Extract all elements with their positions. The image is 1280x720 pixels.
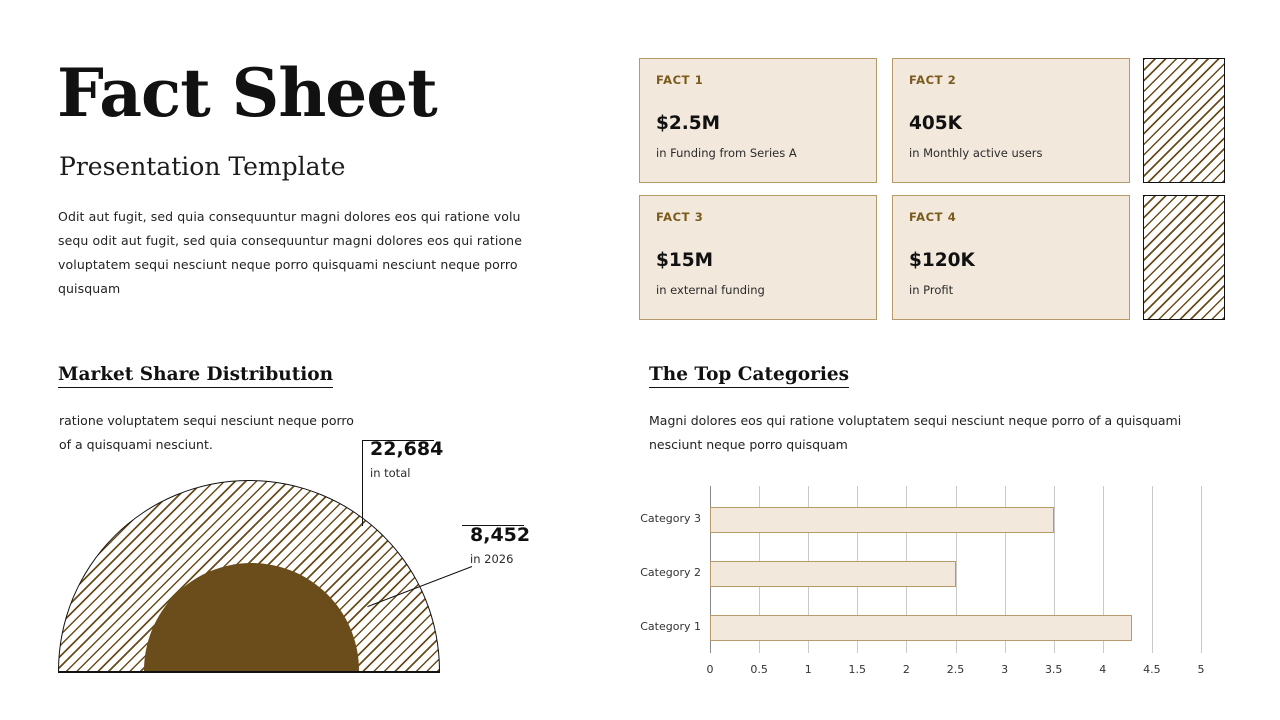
bar-row [640,507,1201,533]
axis-tick-label: 1.5 [848,663,867,676]
callout-2026-caption: in 2026 [470,552,514,566]
top-categories-blurb: Magni dolores eos qui ratione voluptatem sequi nesciunt neque porro of a quisquami nesciunt neque porro quisquam [649,413,1182,452]
page-subtitle: Presentation Template [59,152,346,181]
callout-total-value: 22,684 [370,438,444,460]
top-categories-bar-chart [640,486,1215,676]
fact-card-3 [639,195,877,320]
fact-card-3-description: in external funding [656,283,765,297]
bar-value [710,561,956,587]
axis-tick-label: 3 [1001,663,1009,676]
bar-category-label: Category 1 [640,620,701,633]
fact-card-1-value: $2.5M [656,113,721,134]
market-share-blurb: ratione voluptatem sequi nesciunt neque porro of a quisquami nesciunt. [59,413,354,452]
fact-card-2-description: in Monthly active users [909,146,1043,160]
fact-card-4 [892,195,1130,320]
callout-2026-value: 8,452 [470,524,531,546]
bar-row [640,615,1201,641]
fact-card-2-label: FACT 2 [909,73,957,87]
axis-tick-label: 0 [706,663,714,676]
intro-paragraph: Odit aut fugit, sed quia consequuntur magni dolores eos qui ratione volu sequ odit aut fugit, sed quia consequuntur magni dolores eos qui ratione voluptatem sequi nesciunt neque porro quisquami nesciunt neque porro quisquam [58,209,522,296]
callout-2026 [470,524,530,566]
market-share-heading-wrap [58,364,333,388]
axis-tick-label: 4 [1099,663,1107,676]
fact-card-2 [892,58,1130,183]
fact-card-1-label: FACT 1 [656,73,704,87]
dome-baseline [58,671,440,673]
axis-tick-label: 2 [902,663,910,676]
fact-card-1 [639,58,877,183]
bar-value [710,615,1132,641]
top-categories-heading: The Top Categories [649,364,849,388]
axis-tick-label: 3.5 [1044,663,1063,676]
bar-row [640,561,1201,587]
fact-card-4-label: FACT 4 [909,210,957,224]
axis-tick-label: 4.5 [1143,663,1161,676]
fact-card-3-value: $15M [656,250,714,271]
fact-card-2-value: 405K [909,113,962,134]
market-share-dome-chart [58,488,440,673]
callout-total [370,438,443,480]
bar-value [710,507,1054,533]
top-categories-heading-wrap [649,364,849,388]
fact-card-3-label: FACT 3 [656,210,704,224]
fact-card-1-description: in Funding from Series A [656,146,797,160]
axis-tick-label: 2.5 [946,663,965,676]
bar-category-label: Category 2 [640,566,701,579]
axis-tick-label: 5 [1197,663,1205,676]
callout-total-caption: in total [370,466,411,480]
market-share-heading: Market Share Distribution [58,364,333,388]
gridline [1201,486,1202,653]
axis-tick-label: 1 [804,663,812,676]
bar-category-label: Category 3 [640,512,701,525]
axis-tick-label: 0.5 [750,663,768,676]
fact-card-4-description: in Profit [909,283,954,297]
page-title: Fact Sheet [57,54,437,132]
hatched-decoration-block-1 [1143,58,1225,183]
fact-card-4-value: $120K [909,250,975,271]
callout-leader-line-vertical [362,440,363,526]
hatched-decoration-block-2 [1143,195,1225,320]
